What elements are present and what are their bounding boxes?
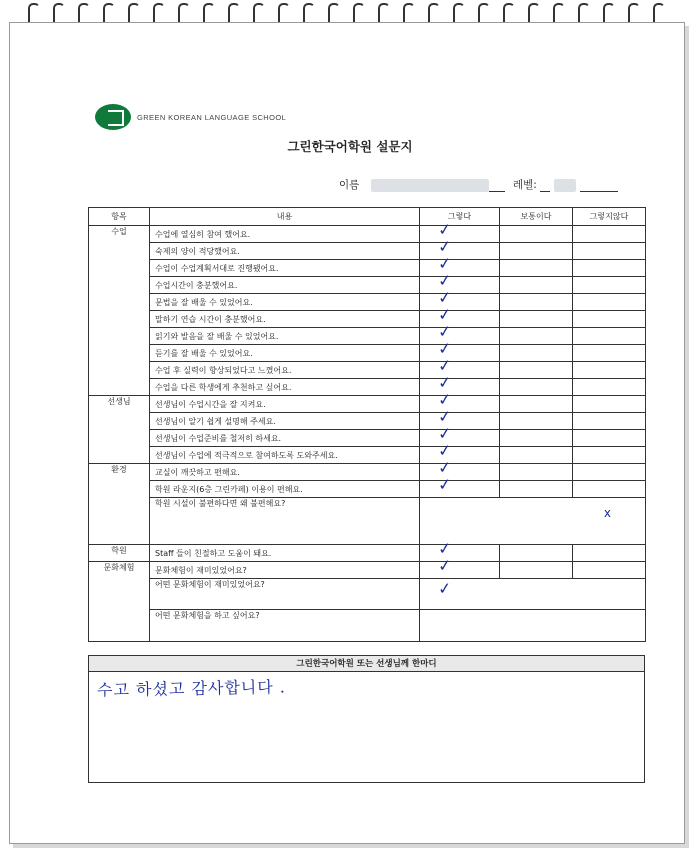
table-row <box>89 447 646 464</box>
check-mark: ✓ <box>437 423 453 444</box>
answer-neutral-cell[interactable] <box>500 328 573 345</box>
answer-agree-cell[interactable] <box>420 555 500 579</box>
answer-text-cell[interactable] <box>420 610 646 642</box>
category-cell: 문화체험 <box>89 562 150 642</box>
answer-disagree-cell[interactable] <box>573 413 646 430</box>
answer-agree-cell[interactable] <box>420 406 500 430</box>
answer-neutral-cell[interactable] <box>500 464 573 481</box>
answer-disagree-cell[interactable] <box>573 277 646 294</box>
answer-neutral-cell[interactable] <box>500 413 573 430</box>
answer-disagree-cell[interactable] <box>573 294 646 311</box>
answer-neutral-cell[interactable] <box>500 311 573 328</box>
check-mark: ✓ <box>437 304 453 325</box>
table-row <box>89 379 646 396</box>
name-underline <box>489 191 505 192</box>
table-row <box>89 362 646 379</box>
name-field <box>339 177 505 192</box>
answer-neutral-cell[interactable] <box>500 277 573 294</box>
comment-box[interactable] <box>88 671 645 783</box>
answer-disagree-cell[interactable] <box>573 243 646 260</box>
answer-agree-cell[interactable] <box>420 355 500 379</box>
check-mark: ✓ <box>437 253 453 274</box>
answer-disagree-cell[interactable] <box>573 464 646 481</box>
table-row <box>89 311 646 328</box>
level-label: 레벨: <box>513 179 537 191</box>
question-cell: 말하기 연습 시간이 충분했어요. <box>150 311 420 328</box>
column-header: 보통이다 <box>500 208 573 226</box>
question-cell: 문화체험이 재미있었어요? <box>150 562 420 579</box>
question-cell: 문법을 잘 배울 수 있었어요. <box>150 294 420 311</box>
answer-agree-cell[interactable] <box>420 304 500 328</box>
question-cell: 어떤 문화체험이 재미있었어요? <box>150 579 420 610</box>
answer-disagree-cell[interactable] <box>573 362 646 379</box>
question-cell: 선생님이 수업준비를 철저히 하세요. <box>150 430 420 447</box>
answer-text-cell[interactable] <box>420 579 646 610</box>
handwritten-comment: 수고 하셨고 감사합니다 . <box>96 677 287 700</box>
level-field <box>513 177 618 192</box>
question-cell: 학원 시설이 불편하다면 왜 불편해요? <box>150 498 420 545</box>
check-mark: ✓ <box>437 355 453 376</box>
answer-neutral-cell[interactable] <box>500 481 573 498</box>
answer-neutral-cell[interactable] <box>500 226 573 243</box>
table-row <box>89 328 646 345</box>
check-mark: ✓ <box>437 372 453 393</box>
table-row <box>89 413 646 430</box>
answer-neutral-cell[interactable] <box>500 396 573 413</box>
question-cell: 듣기를 잘 배울 수 있었어요. <box>150 345 420 362</box>
table-row <box>89 277 646 294</box>
redacted-level <box>554 179 576 192</box>
question-cell: 수업에 열심히 참여 했어요. <box>150 226 420 243</box>
table-row <box>89 562 646 579</box>
table-row <box>89 498 646 545</box>
check-mark: ✓ <box>437 338 453 359</box>
check-mark: ✓ <box>437 538 453 559</box>
answer-agree-cell[interactable] <box>420 440 500 464</box>
column-header: 항목 <box>89 208 150 226</box>
answer-neutral-cell[interactable] <box>500 562 573 579</box>
question-cell: 어떤 문화체험을 하고 싶어요? <box>150 610 420 642</box>
answer-text-cell[interactable] <box>420 498 646 545</box>
table-row <box>89 260 646 277</box>
question-cell: 읽기와 발음을 잘 배울 수 있었어요. <box>150 328 420 345</box>
answer-neutral-cell[interactable] <box>500 260 573 277</box>
answer-agree-cell[interactable] <box>420 372 500 396</box>
answer-agree-cell[interactable] <box>420 457 500 481</box>
answer-agree-cell[interactable] <box>420 236 500 260</box>
table-row <box>89 430 646 447</box>
answer-disagree-cell[interactable] <box>573 311 646 328</box>
answer-agree-cell[interactable] <box>420 321 500 345</box>
answer-neutral-cell[interactable] <box>500 345 573 362</box>
question-cell: 숙제의 양이 적당했어요. <box>150 243 420 260</box>
category-cell: 환경 <box>89 464 150 545</box>
column-header: 내용 <box>150 208 420 226</box>
table-row <box>89 226 646 243</box>
category-cell: 학원 <box>89 545 150 562</box>
answer-disagree-cell[interactable] <box>573 328 646 345</box>
answer-disagree-cell[interactable] <box>573 226 646 243</box>
redacted-name <box>371 179 489 192</box>
answer-disagree-cell[interactable] <box>573 447 646 464</box>
check-mark: ✓ <box>437 219 453 240</box>
answer-disagree-cell[interactable] <box>573 430 646 447</box>
table-row <box>89 243 646 260</box>
category-cell: 수업 <box>89 226 150 396</box>
survey-table <box>88 207 646 642</box>
check-mark: ✓ <box>437 457 453 478</box>
answer-agree-cell[interactable] <box>420 253 500 277</box>
answer-neutral-cell[interactable] <box>500 362 573 379</box>
answer-neutral-cell[interactable] <box>500 545 573 562</box>
answer-neutral-cell[interactable] <box>500 447 573 464</box>
table-row <box>89 464 646 481</box>
check-mark: ✓ <box>437 555 453 576</box>
answer-agree-cell[interactable] <box>420 270 500 294</box>
table-row <box>89 294 646 311</box>
answer-agree-cell[interactable] <box>420 219 500 243</box>
table-row <box>89 345 646 362</box>
level-underline <box>580 191 618 192</box>
answer-neutral-cell[interactable] <box>500 379 573 396</box>
answer-neutral-cell[interactable] <box>500 430 573 447</box>
table-row <box>89 481 646 498</box>
question-cell: 수업시간이 충분했어요. <box>150 277 420 294</box>
check-mark: ✓ <box>437 474 453 495</box>
answer-agree-cell[interactable] <box>420 423 500 447</box>
page-title: 그린한국어학원 설문지 <box>287 139 413 154</box>
answer-agree-cell[interactable] <box>420 389 500 413</box>
check-mark: ✓ <box>437 389 453 410</box>
answer-agree-cell[interactable] <box>420 287 500 311</box>
table-header-row <box>89 208 646 226</box>
check-mark: ✓ <box>437 287 453 308</box>
table-row <box>89 396 646 413</box>
question-cell: 학원 라운지(6층 그린카페) 이용이 편해요. <box>150 481 420 498</box>
question-cell: 선생님이 수업에 적극적으로 참여하도록 도와주세요. <box>150 447 420 464</box>
answer-agree-cell[interactable] <box>420 338 500 362</box>
answer-disagree-cell[interactable] <box>573 545 646 562</box>
x-mark: x <box>603 506 611 520</box>
school-logo <box>95 104 286 130</box>
answer-disagree-cell[interactable] <box>573 481 646 498</box>
question-cell: 수업 후 실력이 향상되었다고 느꼈어요. <box>150 362 420 379</box>
category-cell: 선생님 <box>89 396 150 464</box>
column-header: 그렇지않다 <box>573 208 646 226</box>
question-cell: 선생님이 수업시간을 잘 지켜요. <box>150 396 420 413</box>
question-cell: Staff 들이 친절하고 도움이 돼요. <box>150 545 420 562</box>
question-cell: 수업이 수업계획서대로 진행됐어요. <box>150 260 420 277</box>
question-cell: 교실이 깨끗하고 편해요. <box>150 464 420 481</box>
answer-agree-cell[interactable] <box>420 538 500 562</box>
question-cell: 수업을 다른 학생에게 추천하고 싶어요. <box>150 379 420 396</box>
answer-neutral-cell[interactable] <box>500 294 573 311</box>
check-mark: ✓ <box>437 236 453 257</box>
school-name: GREEN KOREAN LANGUAGE SCHOOL <box>137 112 287 122</box>
check-mark: ✓ <box>437 406 453 427</box>
logo-icon <box>95 104 131 130</box>
answer-disagree-cell[interactable] <box>573 379 646 396</box>
table-row <box>89 545 646 562</box>
answer-agree-cell[interactable] <box>420 474 500 498</box>
check-mark: ✓ <box>437 270 453 291</box>
name-label: 이름 <box>339 179 360 191</box>
answer-disagree-cell[interactable] <box>573 345 646 362</box>
answer-disagree-cell[interactable] <box>573 396 646 413</box>
table-row <box>89 579 646 610</box>
check-mark: ✓ <box>437 578 453 599</box>
answer-disagree-cell[interactable] <box>573 562 646 579</box>
check-mark: ✓ <box>437 321 453 342</box>
answer-disagree-cell[interactable] <box>573 260 646 277</box>
column-header: 그렇다 <box>420 208 500 226</box>
question-cell: 선생님이 알기 쉽게 설명해 주세요. <box>150 413 420 430</box>
comment-heading: 그린한국어학원 또는 선생님께 한마디 <box>88 655 645 672</box>
check-mark: ✓ <box>437 440 453 461</box>
level-underline <box>540 191 550 192</box>
table-row <box>89 610 646 642</box>
answer-neutral-cell[interactable] <box>500 243 573 260</box>
